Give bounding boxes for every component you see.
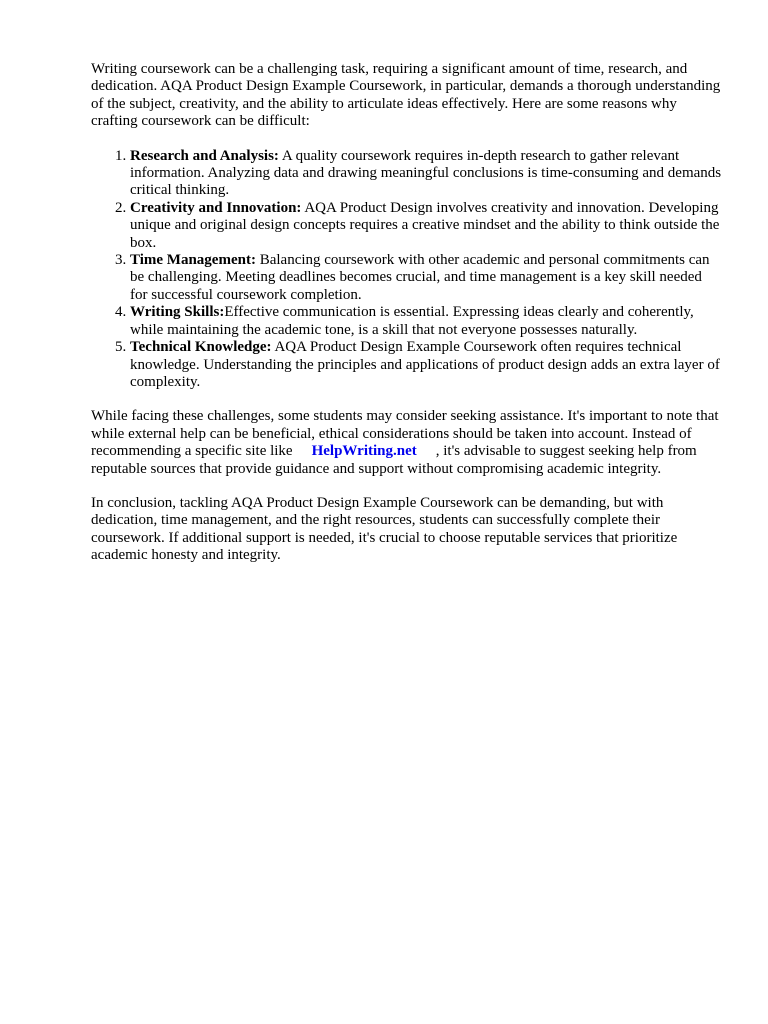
- list-item: [130, 304, 723, 339]
- helpwriting-link[interactable]: HelpWriting.net: [311, 443, 417, 460]
- reason-text: A quality coursework requires in-depth research to gather relevant information. Analyzing data and drawing meaningful conclusions is time-consuming and demands critical thinking.: [130, 147, 722, 199]
- list-item: [130, 200, 723, 252]
- reason-text: AQA Product Design Example Coursework often requires technical knowledge. Understanding the principles and applications of product design adds an extra layer of complexity.: [130, 339, 720, 390]
- reason-text: AQA Product Design involves creativity and innovation. Developing unique and original design concepts requires a creative mindset and the ability to think outside the box.: [130, 199, 720, 251]
- conclusion-paragraph: In conclusion, tackling AQA Product Design Example Coursework can be demanding, but with dedication, time management, and the right resources, students can successfully complete their coursework. If additional support is needed, it's crucial to choose reputable services that prioritize academic honesty and integrity.: [91, 494, 678, 564]
- assistance-paragraph: [91, 408, 723, 478]
- reason-term: Creativity and Innovation:: [130, 199, 302, 216]
- reasons-list: [91, 148, 723, 392]
- document-page: [91, 61, 723, 582]
- list-item: [130, 148, 723, 200]
- assistance-text-after: , it's advisable to suggest seeking help from reputable sources that provide guidance and support without compromising academic integrity.: [91, 443, 697, 477]
- assistance-text-before: While facing these challenges, some students may consider seeking assistance. It's important to note that while external help can be beneficial, ethical considerations should be taken into account. Instead of recommending a specific site like: [91, 408, 719, 460]
- reason-text: Effective communication is essential. Expressing ideas clearly and coherently, while maintaining the academic tone, is a skill that not everyone possesses naturally.: [130, 304, 694, 338]
- reason-term: Research and Analysis:: [130, 147, 279, 164]
- list-item: [130, 339, 723, 391]
- reason-term: Writing Skills:: [130, 304, 225, 321]
- reason-term: Technical Knowledge:: [130, 339, 272, 356]
- reason-term: Time Management:: [130, 252, 256, 269]
- intro-paragraph: Writing coursework can be a challenging task, requiring a significant amount of time, research, and dedication. AQA Product Design Example Coursework, in particular, demands a thorough understanding of the subject, creativity, and the ability to articulate ideas effectively. Here are some reasons why crafting coursework can be difficult:: [91, 61, 721, 130]
- list-item: [130, 252, 723, 304]
- reason-text: Balancing coursework with other academic and personal commitments can be challenging. Meeting deadlines becomes crucial, and time management is a key skill needed for successful coursework completion.: [130, 252, 710, 303]
